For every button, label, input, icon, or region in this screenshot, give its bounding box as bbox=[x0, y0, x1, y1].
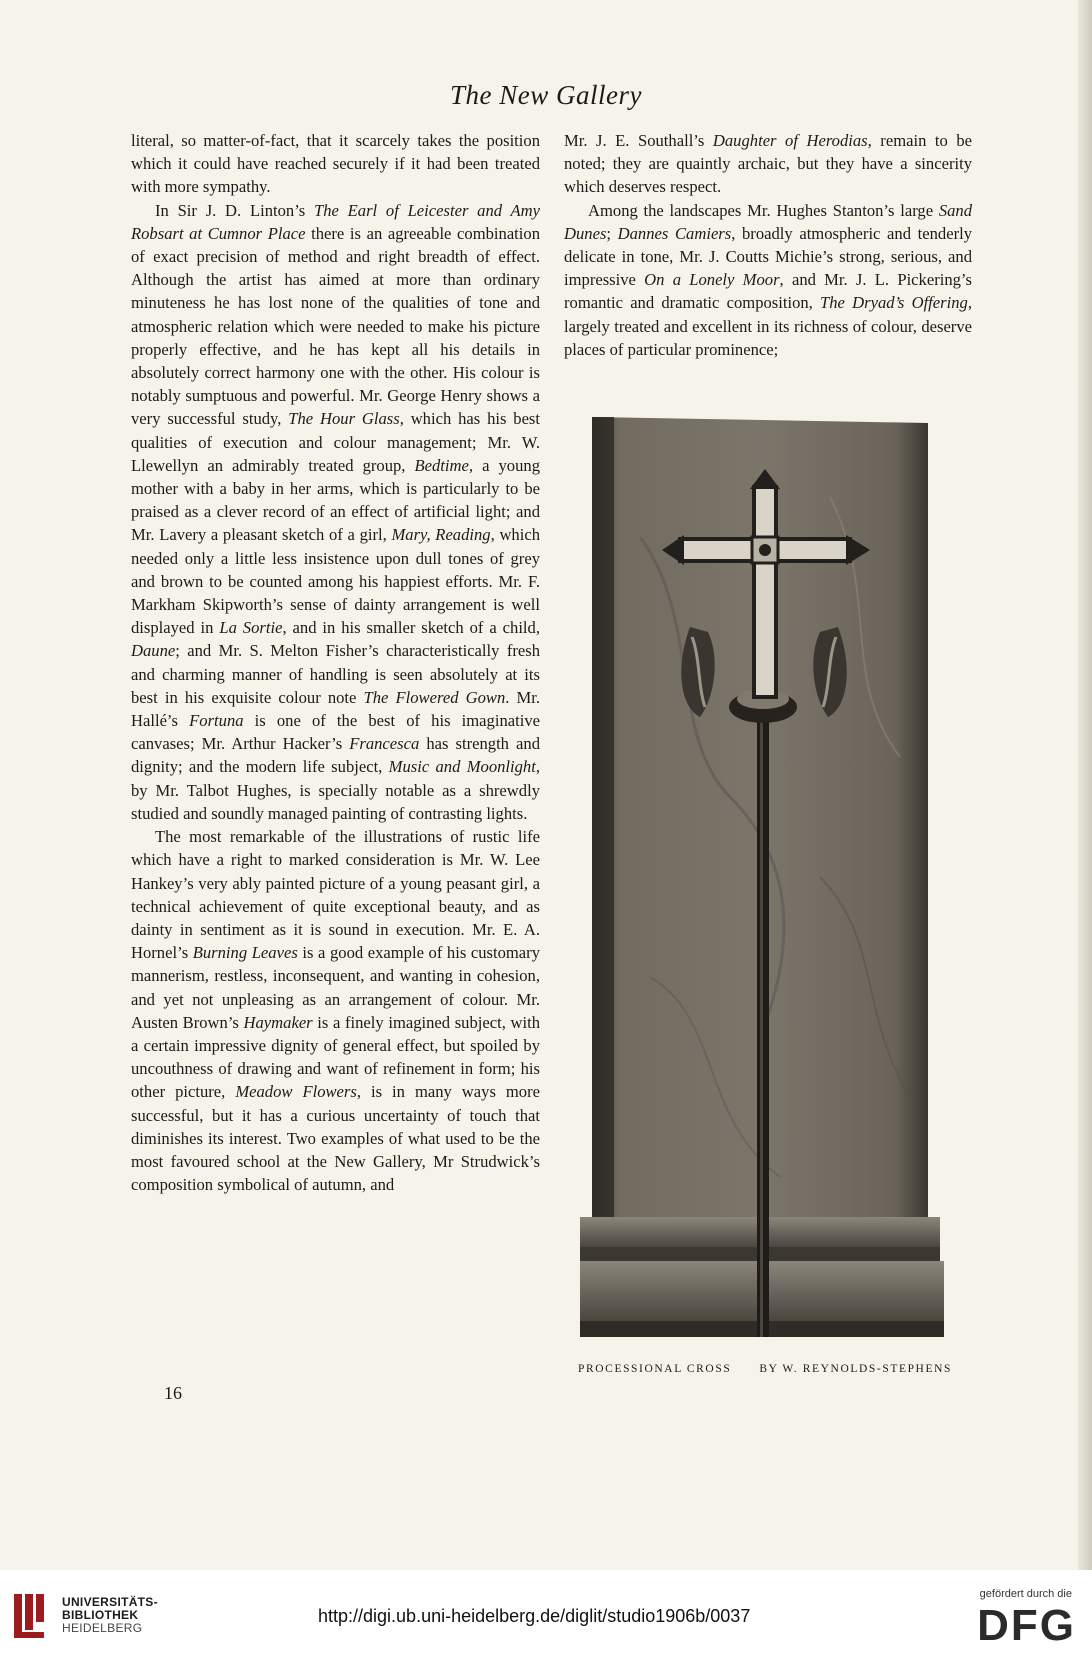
artwork-title: The Earl of Leicester and Amy Robsart at Cumnor Place bbox=[131, 200, 540, 243]
artwork-title: Francesca bbox=[349, 734, 420, 754]
text-run: The most remarkable of the illustrations of rustic life which have a right to marked consideration is Mr. W. Lee Hankey’s very ably painted picture of a young peasant girl, a technical achievement of quite exceptional beauty, and as dainty in sentiment as it is sound in execution. Mr. E. A. Hornel’s bbox=[131, 827, 540, 963]
artwork-title: Meadow Flowers bbox=[235, 1082, 357, 1102]
processional-cross-photograph bbox=[580, 417, 950, 1341]
text-run: literal, so matter-of-fact, that it scarcely takes the position which it could have reached securely if it had been treated with more sympathy. bbox=[131, 131, 540, 197]
artwork-title: Music and Moonlight bbox=[388, 757, 536, 777]
text-run: ; and Mr. S. Melton Fisher’s characteristically fresh and charming manner of handling is seen absolutely at its best in his exquisite colour note bbox=[131, 641, 540, 707]
text-run: is one of the best of his imaginative canvases; Mr. Arthur Hacker’s bbox=[131, 711, 540, 754]
artwork-title: Daughter of Herodias bbox=[712, 131, 868, 150]
artwork-title: Burning Leaves bbox=[192, 943, 298, 963]
source-url-link[interactable]: http://digi.ub.uni-heidelberg.de/diglit/studio1906b/0037 bbox=[318, 1606, 751, 1626]
text-run: , broadly atmospheric and tenderly delicate in tone, Mr. J. Coutts Michie’s strong, serious, and impressive bbox=[564, 223, 973, 290]
artwork-title: Daune bbox=[131, 641, 176, 661]
text-run: Among the landscapes Mr. Hughes Stanton’s large bbox=[588, 200, 939, 220]
paragraph bbox=[564, 199, 972, 361]
left-text-column bbox=[131, 129, 540, 1196]
right-text-column bbox=[564, 129, 972, 361]
artwork-title: Bedtime bbox=[414, 455, 469, 475]
artwork-title: The Flowered Gown bbox=[363, 687, 506, 707]
artwork-title: On a Lonely Moor bbox=[644, 270, 780, 290]
paragraph bbox=[131, 129, 540, 199]
artwork-title: Dannes Camiers bbox=[617, 223, 732, 243]
text-run: In Sir J. D. Linton’s bbox=[155, 200, 315, 220]
artwork-title: The Dryad’s Offering bbox=[820, 293, 968, 313]
running-head: The New Gallery bbox=[450, 80, 642, 110]
paragraph bbox=[564, 129, 972, 199]
page-number: 16 bbox=[164, 1383, 182, 1403]
text-run: ; bbox=[606, 223, 618, 243]
artwork-title: Fortuna bbox=[189, 711, 244, 731]
text-run: , and in his smaller sketch of a child, bbox=[282, 618, 540, 638]
text-run: , remain to be noted; they are quaintly archaic, but they have a sincerity which deserves respect. bbox=[564, 131, 972, 197]
text-run: . Mr. Hallé’s bbox=[131, 687, 541, 731]
text-run: , which has his best qualities of execution and colour management; Mr. W. Llewellyn an admirably treated group, bbox=[131, 409, 541, 475]
text-run: , a young mother with a baby in her arms, which is particularly to be praised as a clever record of an effect of artificial light; and Mr. Lavery a pleasant sketch of a girl, bbox=[131, 455, 540, 545]
text-run: there is an agreeable combination of exact precision of method and right breadth of effect. Although the artist has aimed at more than ordinary minuteness he has lost none of the qualities of tone and atmospheric relation which were needed to make his picture properly effective, and he has kept all his details in absolutely correct harmony one with the other. His colour is notably sumptuous and powerful. Mr. George Henry shows a very successful study, bbox=[131, 223, 540, 429]
scan-edge-shadow bbox=[1078, 0, 1092, 1570]
library-name: UNIVERSITÄTS- BIBLIOTHEK HEIDELBERG bbox=[62, 1595, 158, 1635]
artwork-title: Mary, Reading bbox=[391, 525, 491, 545]
library-logo-icon bbox=[12, 1592, 52, 1640]
digitization-footer bbox=[0, 1570, 1092, 1658]
text-run: Mr. J. E. Southall’s bbox=[564, 131, 713, 150]
text-run: , largely treated and excellent in its richness of colour, deserve places of particular prominence; bbox=[564, 293, 972, 359]
paragraph bbox=[131, 199, 540, 825]
text-run: has strength and dignity; and the modern life subject, bbox=[131, 734, 540, 777]
artwork-title: The Hour Glass bbox=[288, 409, 400, 429]
artwork-title: Haymaker bbox=[243, 1012, 313, 1032]
text-run: , which needed only a little less insistence upon dull tones of grey and brown to be counted among his happiest efforts. Mr. F. Markham Skipworth’s sense of dainty arrangement is well displayed in bbox=[131, 525, 540, 638]
artwork-title: La Sortie bbox=[219, 618, 283, 638]
dfg-logo: DFG bbox=[977, 1601, 1076, 1650]
text-run: is a finely imagined subject, with a certain impressive dignity of general effect, but spoiled by uncouthness of drawing and want of refinement in form; his other picture, bbox=[131, 1012, 541, 1102]
paragraph bbox=[131, 825, 540, 1196]
artwork-title: Sand Dunes bbox=[564, 200, 972, 243]
caption-artist: BY W. REYNOLDS-STEPHENS bbox=[759, 1363, 952, 1375]
text-run: is a good example of his customary mannerism, restless, inconsequent, and wanting in cohesion, and yet not unpleasing as an arrangement of colour. Mr. Austen Brown’s bbox=[131, 943, 540, 1032]
text-run: , is in many ways more successful, but it has a curious uncertainty of touch that diminishes its interest. Two examples of what used to be the most favoured school at the New Gallery, Mr Strudwick’s composition symbolical of autumn, and bbox=[131, 1082, 540, 1195]
caption-title: PROCESSIONAL CROSS bbox=[578, 1363, 732, 1375]
sponsor-label: gefördert durch die bbox=[979, 1588, 1072, 1600]
text-run: , by Mr. Talbot Hughes, is specially notable as a shrewdly studied and soundly managed painting of contrasting lights. bbox=[131, 757, 540, 823]
text-run: , and Mr. J. L. Pickering’s romantic and dramatic composition, bbox=[564, 270, 973, 313]
figure-caption bbox=[578, 1363, 952, 1375]
